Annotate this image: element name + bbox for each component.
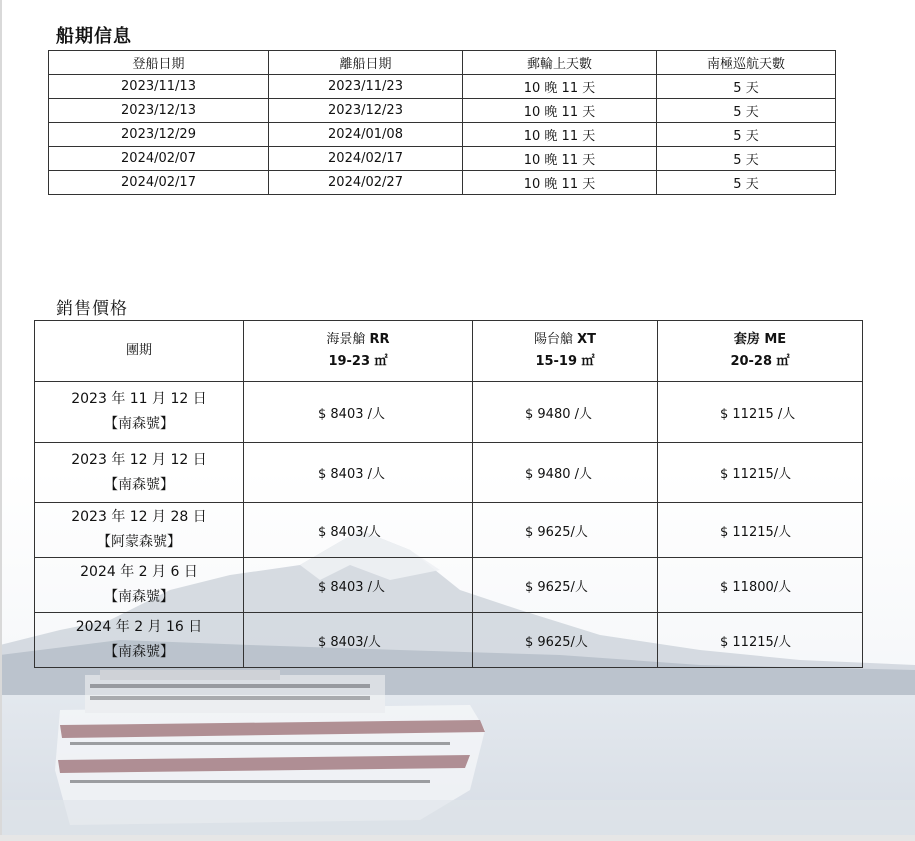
price-me: $ 11215/人 — [658, 443, 863, 503]
days-onboard: 10 晚 11 天 — [463, 171, 657, 195]
pricing-title: 銷售價格 — [56, 299, 128, 319]
table-row — [49, 147, 836, 171]
price-xt: $ 9480 /人 — [473, 382, 658, 443]
table-row — [49, 99, 836, 123]
days-onboard: 10 晚 11 天 — [463, 147, 657, 171]
price-rr: $ 8403/人 — [244, 613, 473, 668]
table-row — [35, 443, 863, 503]
page-left-border — [0, 0, 2, 841]
embark-date: 2023/11/13 — [49, 75, 269, 99]
embark-date: 2023/12/29 — [49, 123, 269, 147]
tour-date: 2024 年 2 月 16 日 — [75, 619, 203, 635]
tour-date: 2023 年 11 月 12 日 — [71, 391, 207, 407]
cabin-size: 15-19 ㎡ — [535, 354, 595, 369]
days-onboard: 10 晚 11 天 — [463, 123, 657, 147]
pricing-table — [34, 320, 863, 668]
header-cabin-me — [658, 321, 863, 382]
tour-date: 2023 年 12 月 28 日 — [71, 509, 207, 525]
cabin-code: XT — [577, 332, 597, 347]
ship-name: 【南森號】 — [104, 589, 174, 605]
price-xt: $ 9625/人 — [473, 503, 658, 558]
ship-name: 【南森號】 — [104, 644, 174, 660]
tour-period-cell — [35, 613, 244, 668]
tour-period-cell — [35, 558, 244, 613]
cabin-name: 陽台艙 — [533, 332, 578, 347]
price-xt: $ 9625/人 — [473, 613, 658, 668]
price-xt: $ 9480 /人 — [473, 443, 658, 503]
header-antarctic-days: 南極巡航天數 — [657, 51, 836, 75]
cabin-size: 20-28 ㎡ — [730, 354, 790, 369]
pricing-header-row — [35, 321, 863, 382]
embark-date: 2024/02/17 — [49, 171, 269, 195]
price-me: $ 11800/人 — [658, 558, 863, 613]
disembark-date: 2023/11/23 — [269, 75, 463, 99]
price-me: $ 11215 /人 — [658, 382, 863, 443]
table-row — [35, 382, 863, 443]
embark-date: 2024/02/07 — [49, 147, 269, 171]
header-embark-date: 登船日期 — [49, 51, 269, 75]
price-rr: $ 8403/人 — [244, 503, 473, 558]
disembark-date: 2024/02/27 — [269, 171, 463, 195]
tour-period-cell — [35, 503, 244, 558]
price-rr: $ 8403 /人 — [244, 558, 473, 613]
cabin-code: 套房 ME — [733, 332, 787, 347]
antarctic-days: 5 天 — [657, 171, 836, 195]
table-row — [35, 613, 863, 668]
embark-date: 2023/12/13 — [49, 99, 269, 123]
antarctic-days: 5 天 — [657, 123, 836, 147]
cabin-size: 19-23 ㎡ — [328, 354, 388, 369]
schedule-title: 船期信息 — [56, 26, 132, 47]
table-row — [49, 75, 836, 99]
price-rr: $ 8403 /人 — [244, 382, 473, 443]
tour-period-cell — [35, 382, 244, 443]
disembark-date: 2024/01/08 — [269, 123, 463, 147]
cabin-code: RR — [369, 332, 390, 347]
table-row — [49, 171, 836, 195]
antarctic-days: 5 天 — [657, 147, 836, 171]
days-onboard: 10 晚 11 天 — [463, 99, 657, 123]
header-disembark-date: 離船日期 — [269, 51, 463, 75]
tour-date: 2024 年 2 月 6 日 — [80, 564, 198, 580]
table-row — [35, 558, 863, 613]
table-row — [49, 123, 836, 147]
ship-name: 【南森號】 — [104, 476, 174, 493]
schedule-header-row — [49, 51, 836, 75]
ship-name: 【南森號】 — [104, 416, 174, 432]
tour-date: 2023 年 12 月 12 日 — [71, 451, 207, 468]
page-bottom-border — [0, 835, 915, 841]
days-onboard: 10 晚 11 天 — [463, 75, 657, 99]
header-cabin-rr — [244, 321, 473, 382]
disembark-date: 2024/02/17 — [269, 147, 463, 171]
tour-period-cell — [35, 443, 244, 503]
disembark-date: 2023/12/23 — [269, 99, 463, 123]
price-me: $ 11215/人 — [658, 503, 863, 558]
schedule-table — [48, 50, 836, 195]
antarctic-days: 5 天 — [657, 99, 836, 123]
cabin-name: 海景艙 — [326, 332, 370, 347]
antarctic-days: 5 天 — [657, 75, 836, 99]
header-days-onboard: 郵輪上天數 — [463, 51, 657, 75]
header-cabin-xt — [473, 321, 658, 382]
price-me: $ 11215/人 — [658, 613, 863, 668]
price-xt: $ 9625/人 — [473, 558, 658, 613]
price-rr: $ 8403 /人 — [244, 443, 473, 503]
ship-name: 【阿蒙森號】 — [97, 534, 181, 550]
header-tour-period: 團期 — [35, 321, 244, 382]
table-row — [35, 503, 863, 558]
